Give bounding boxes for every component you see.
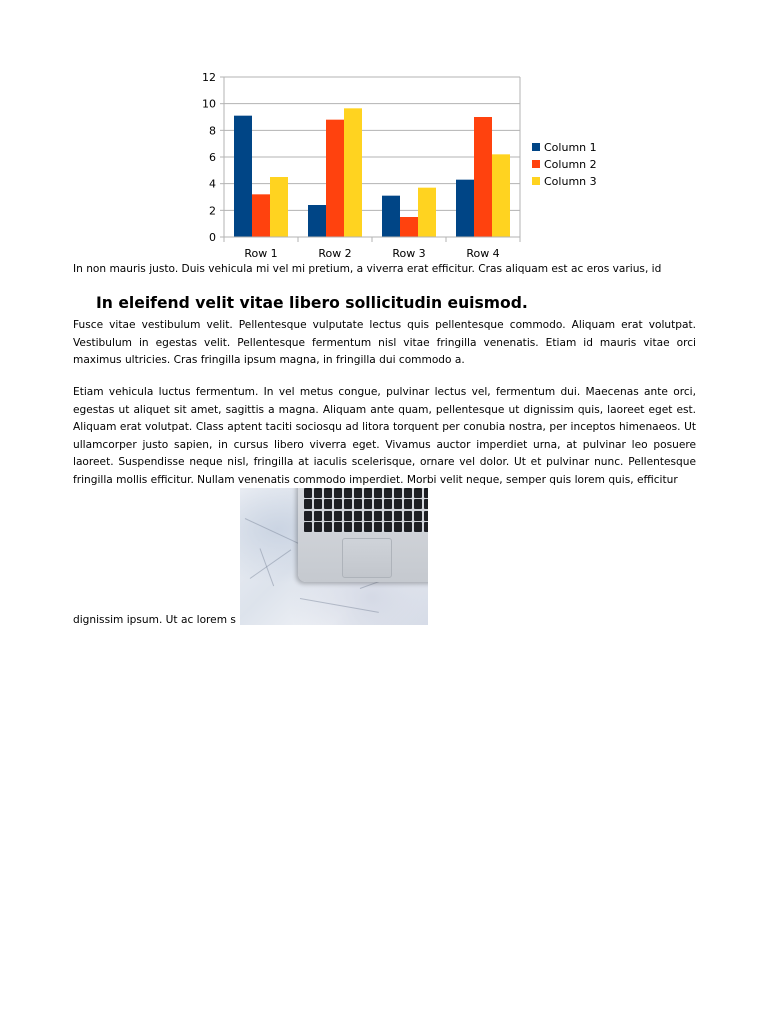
keyboard-key (344, 511, 352, 521)
keyboard-key (324, 522, 332, 532)
bar-column-3 (344, 108, 362, 237)
keyboard-key (304, 488, 312, 498)
y-tick-label: 0 (209, 231, 216, 244)
paragraph-2-continuation: dignissim ipsum. Ut ac lorem s (73, 614, 236, 626)
y-tick-label: 12 (202, 71, 216, 84)
keyboard-key (324, 499, 332, 509)
legend-swatch (532, 143, 540, 151)
keyboard-key (304, 499, 312, 509)
keyboard-key (394, 522, 402, 532)
keyboard-key (424, 488, 428, 498)
legend-swatch (532, 160, 540, 168)
x-tick-label: Row 3 (392, 247, 426, 260)
keyboard-key (344, 488, 352, 498)
keyboard-key (354, 499, 362, 509)
keyboard-key (364, 511, 372, 521)
keyboard-key (314, 488, 322, 498)
keyboard-key (424, 511, 428, 521)
legend-label: Column 1 (544, 141, 597, 154)
paragraph-1: Fusce vitae vestibulum velit. Pellentesque vulputate lectus quis pellentesque commodo. Aliquam erat volutpat. Vestibulum in egestas velit. Pellentesque fermentum nisl vitae fringilla venenatis. Etiam id mauris vitae orci maximus ultricies. Cras fringilla ipsum magna, in fringilla dui commodo a. (73, 319, 696, 367)
x-tick-label: Row 1 (244, 247, 278, 260)
y-tick-label: 8 (209, 124, 216, 138)
bar-column-2 (326, 120, 344, 237)
bar-column-3 (270, 177, 288, 237)
bar-column-3 (418, 188, 436, 237)
keyboard-key (394, 488, 402, 498)
bar-column-1 (234, 116, 252, 237)
bar-column-2 (474, 117, 492, 237)
keyboard-key (404, 522, 412, 532)
keyboard-key (424, 499, 428, 509)
keyboard-key (374, 511, 382, 521)
keyboard-key (314, 522, 322, 532)
keyboard-key (384, 499, 392, 509)
keyboard-key (304, 511, 312, 521)
bar-column-1 (308, 205, 326, 237)
keyboard-key (324, 511, 332, 521)
keyboard-key (404, 488, 412, 498)
keyboard-key (404, 511, 412, 521)
keyboard-key (334, 488, 342, 498)
keyboard-key (384, 511, 392, 521)
section-heading: In eleifend velit vitae libero sollicitudin euismod. (96, 294, 528, 312)
y-tick-label: 2 (209, 204, 216, 218)
keyboard-key (334, 499, 342, 509)
keyboard-key (374, 522, 382, 532)
keyboard-key (424, 522, 428, 532)
keyboard-key (414, 499, 422, 509)
keyboard-key (324, 488, 332, 498)
bar-chart (190, 65, 620, 265)
paragraph-2: Etiam vehicula luctus fermentum. In vel metus congue, pulvinar lectus vel, fermentum dui. Maecenas ante orci, egestas ut aliquet sit amet, sagittis a magna. Aliquam ante quam, pellentesque ut dignissim quis, laoreet eget est. Aliquam erat volutpat. Class aptent taciti sociosqu ad litora torquent per conubia nostra, per inceptos himenaeos. Ut ullamcorper justo sapien, in cursus libero viverra eget. Vivamus auctor imperdiet urna, at pulvinar leo posuere laoreet. Suspendisse neque nisl, fringilla at iaculis scelerisque, ornare vel dolor. Ut et pulvinar nunc. Pellentesque fringilla mollis efficitur. Nullam venenatis commodo imperdiet. Morbi velit neque, semper quis lorem quis, efficitur (73, 386, 696, 486)
y-tick-label: 6 (209, 151, 216, 164)
laptop (298, 488, 428, 582)
trackpad (342, 538, 392, 578)
keyboard-key (364, 522, 372, 532)
keyboard-key (394, 511, 402, 521)
keyboard-key (354, 522, 362, 532)
legend-swatch (532, 177, 540, 185)
keyboard-key (334, 511, 342, 521)
bar-column-2 (400, 217, 418, 237)
keyboard-key (344, 499, 352, 509)
keyboard-key (364, 499, 372, 509)
keyboard-key (384, 522, 392, 532)
bar-column-3 (492, 154, 510, 237)
keyboard-key (394, 499, 402, 509)
y-tick-label: 4 (209, 177, 216, 191)
keyboard-key (374, 488, 382, 498)
y-tick-label: 10 (202, 97, 216, 111)
keyboard-key (404, 499, 412, 509)
keyboard-key (304, 522, 312, 532)
keyboard-key (344, 522, 352, 532)
x-tick-label: Row 2 (318, 247, 352, 260)
bar-column-2 (252, 194, 270, 237)
laptop-keyboard-photo (240, 488, 428, 625)
legend-label: Column 3 (544, 175, 597, 188)
keyboard-key (414, 488, 422, 498)
keyboard-key (364, 488, 372, 498)
keyboard-key (384, 488, 392, 498)
keyboard (304, 488, 428, 532)
keyboard-key (314, 511, 322, 521)
keyboard-key (334, 522, 342, 532)
bar-column-1 (382, 196, 400, 237)
keyboard-key (414, 522, 422, 532)
x-tick-label: Row 4 (466, 247, 500, 260)
keyboard-key (414, 511, 422, 521)
bar-column-1 (456, 180, 474, 237)
keyboard-key (354, 488, 362, 498)
legend-label: Column 2 (544, 158, 597, 171)
keyboard-key (314, 499, 322, 509)
keyboard-key (374, 499, 382, 509)
keyboard-key (354, 511, 362, 521)
chart-caption: In non mauris justo. Duis vehicula mi vel mi pretium, a viverra erat efficitur. Cras aliquam est ac eros varius, id (73, 263, 662, 275)
